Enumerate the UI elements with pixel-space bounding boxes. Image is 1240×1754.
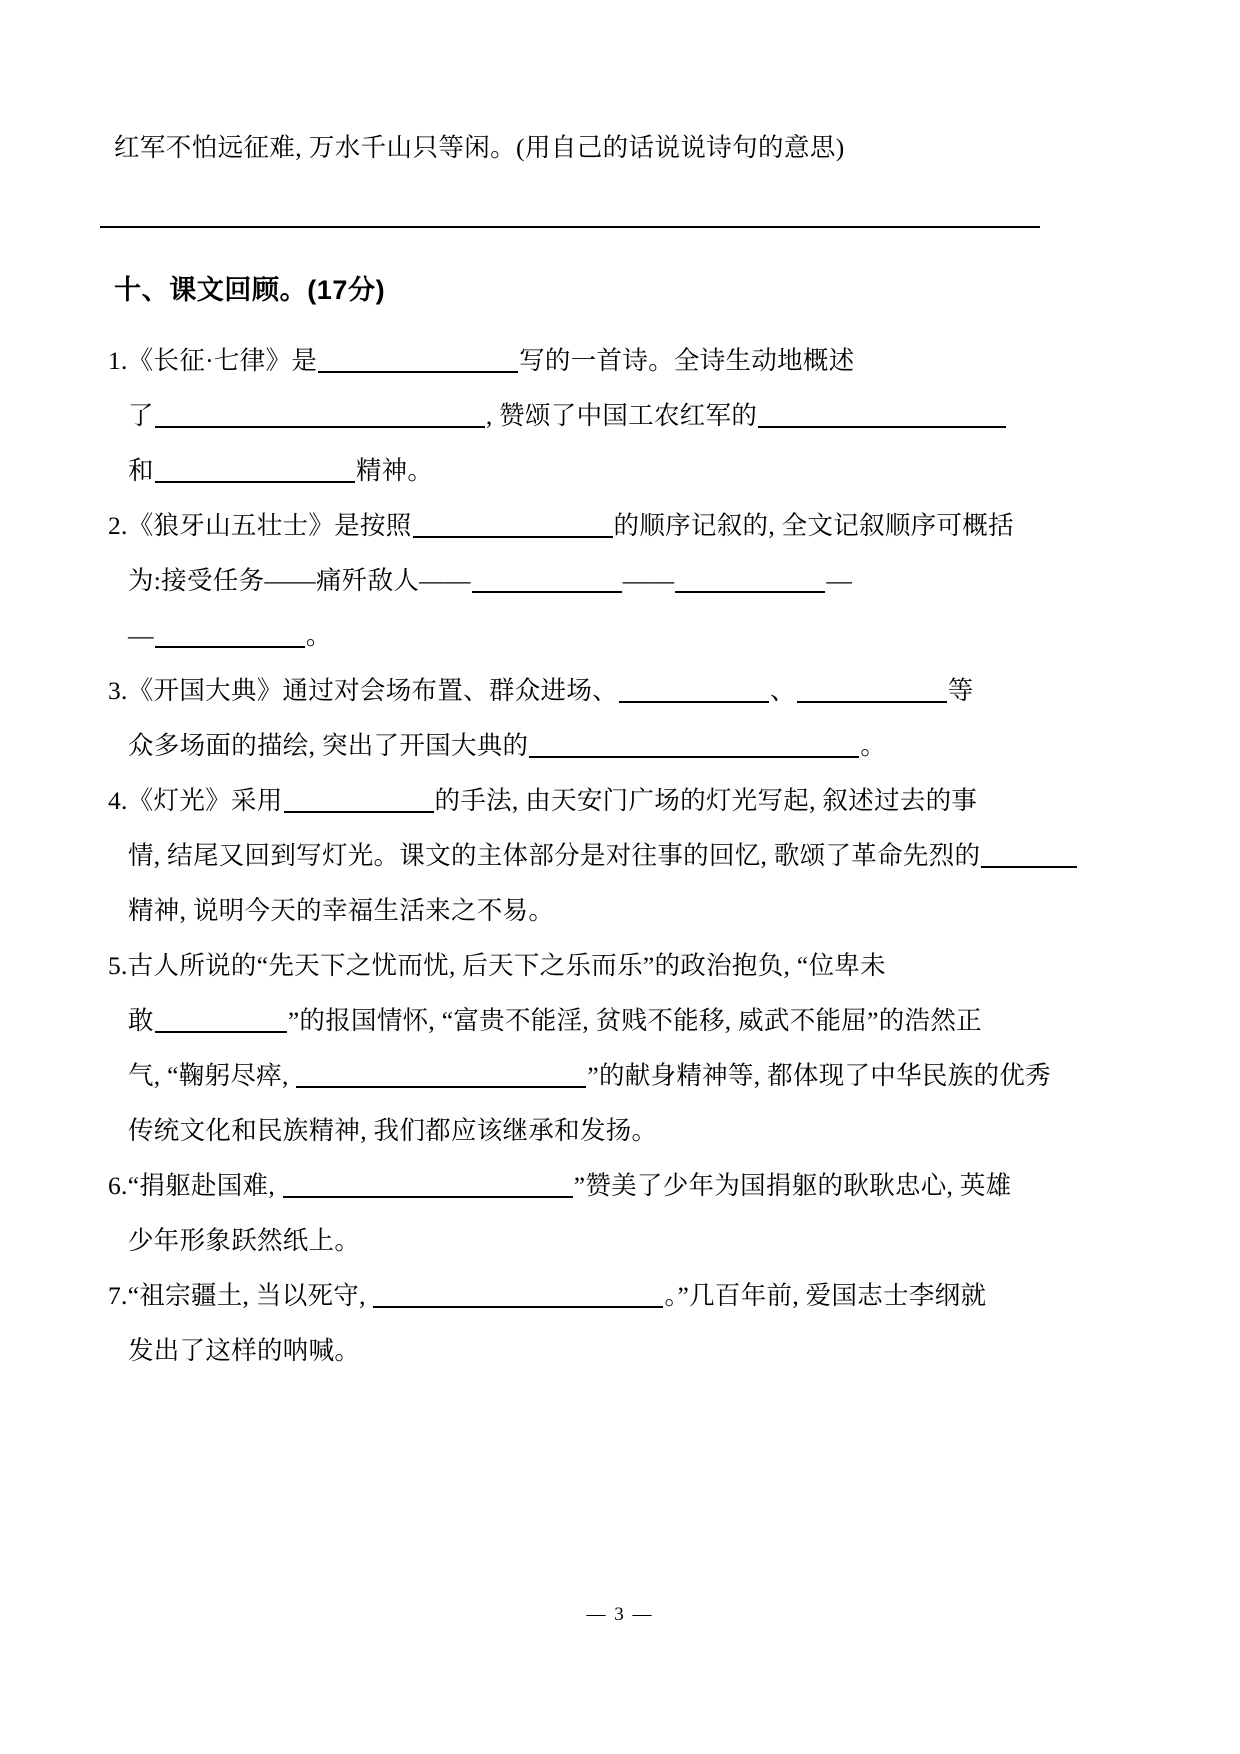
question-list — [100, 333, 1140, 1378]
question-text: —— — [622, 565, 675, 595]
question-text: ”赞美了少年为国捐躯的耿耿忠心, 英雄 — [573, 1170, 1012, 1200]
answer-blank[interactable] — [283, 1176, 573, 1198]
question-text: — — [128, 620, 154, 650]
question-wrap-line — [100, 608, 1140, 663]
question-text: 2.《狼牙山五壮士》是按照 — [108, 510, 412, 540]
question-text: 3.《开国大典》通过对会场布置、群众进场、 — [108, 675, 618, 705]
question-first-line — [100, 663, 1140, 718]
question-text: 。”几百年前, 爱国志士李纲就 — [664, 1280, 987, 1310]
question-text: 精神, 说明今天的幸福生活来之不易。 — [128, 895, 555, 925]
question-wrap-line — [100, 443, 1140, 498]
question-text: 5.古人所说的“先天下之忧而忧, 后天下之乐而乐”的政治抱负, “位卑未 — [108, 950, 886, 980]
answer-blank[interactable] — [155, 1011, 287, 1033]
question-text: 。 — [305, 620, 332, 650]
question-item — [100, 333, 1140, 498]
question-text: 发出了这样的呐喊。 — [128, 1335, 361, 1365]
question-text: 敢 — [128, 1005, 154, 1035]
question-first-line — [100, 1158, 1140, 1213]
section-heading: 十、课文回顾。(17分) — [114, 274, 386, 305]
question-item — [100, 1158, 1140, 1268]
answer-blank[interactable] — [296, 1066, 586, 1088]
question-text: 、 — [769, 675, 796, 705]
question-wrap-line — [100, 1323, 1140, 1378]
answer-blank[interactable] — [373, 1286, 663, 1308]
question-first-line — [100, 1268, 1140, 1323]
question-text: 的手法, 由天安门广场的灯光写起, 叙述过去的事 — [434, 785, 978, 815]
answer-blank[interactable] — [675, 571, 825, 593]
question-text: 。 — [860, 730, 887, 760]
question-first-line — [100, 938, 1140, 993]
question-text: ”的献身精神等, 都体现了中华民族的优秀 — [587, 1060, 1051, 1090]
question-wrap-line — [100, 1213, 1140, 1268]
question-text: 气, “鞠躬尽瘁, — [128, 1060, 296, 1090]
answer-blank[interactable] — [413, 516, 613, 538]
answer-blank[interactable] — [284, 791, 434, 813]
question-text: 众多场面的描绘, 突出了开国大典的 — [128, 730, 529, 760]
answer-blank[interactable] — [318, 351, 518, 373]
question-text: 精神。 — [355, 455, 434, 485]
question-text: 6.“捐躯赴国难, — [108, 1170, 282, 1200]
page-number: — 3 — — [586, 1604, 654, 1625]
question-first-line — [100, 333, 1140, 388]
question-item — [100, 773, 1140, 938]
question-text: 写的一首诗。全诗生动地概述 — [519, 345, 855, 375]
question-text: 和 — [128, 455, 154, 485]
question-text: 7.“祖宗疆土, 当以死守, — [108, 1280, 373, 1310]
question-item — [100, 938, 1140, 1158]
question-text: 了 — [128, 400, 154, 430]
question-wrap-line — [100, 718, 1140, 773]
question-text: — — [826, 565, 853, 595]
question-text: 4.《灯光》采用 — [108, 785, 283, 815]
question-wrap-line — [100, 388, 1140, 443]
answer-blank[interactable] — [981, 846, 1077, 868]
answer-blank[interactable] — [797, 681, 947, 703]
answer-blank[interactable] — [155, 461, 355, 483]
question-wrap-line — [100, 1048, 1140, 1103]
question-text: 等 — [947, 675, 974, 705]
question-text: 传统文化和民族精神, 我们都应该继承和发扬。 — [128, 1115, 658, 1145]
question-wrap-line — [100, 553, 1140, 608]
answer-blank[interactable] — [155, 406, 485, 428]
question-first-line — [100, 498, 1140, 553]
question-text: 为:接受任务——痛歼敌人—— — [128, 565, 471, 595]
carry-over-question: 红军不怕远征难, 万水千山只等闲。(用自己的话说说诗句的意思) — [114, 133, 845, 162]
answer-blank[interactable] — [619, 681, 769, 703]
question-wrap-line — [100, 1103, 1140, 1158]
question-wrap-line — [100, 828, 1140, 883]
question-text: 的顺序记叙的, 全文记叙顺序可概括 — [613, 510, 1014, 540]
question-item — [100, 663, 1140, 773]
section-divider — [100, 226, 1040, 228]
question-text: , 赞颂了中国工农红军的 — [485, 400, 758, 430]
question-wrap-line — [100, 993, 1140, 1048]
question-text: ”的报国情怀, “富贵不能淫, 贫贱不能移, 威武不能屈”的浩然正 — [287, 1005, 982, 1035]
question-item — [100, 498, 1140, 663]
answer-blank[interactable] — [472, 571, 622, 593]
question-text: 情, 结尾又回到写灯光。课文的主体部分是对往事的回忆, 歌颂了革命先烈的 — [128, 840, 981, 870]
question-item — [100, 1268, 1140, 1378]
answer-blank[interactable] — [529, 736, 859, 758]
question-first-line — [100, 773, 1140, 828]
answer-blank[interactable] — [155, 626, 305, 648]
question-text: 少年形象跃然纸上。 — [128, 1225, 361, 1255]
answer-blank[interactable] — [758, 406, 1006, 428]
question-text: 1.《长征·七律》是 — [108, 345, 318, 375]
question-wrap-line — [100, 883, 1140, 938]
